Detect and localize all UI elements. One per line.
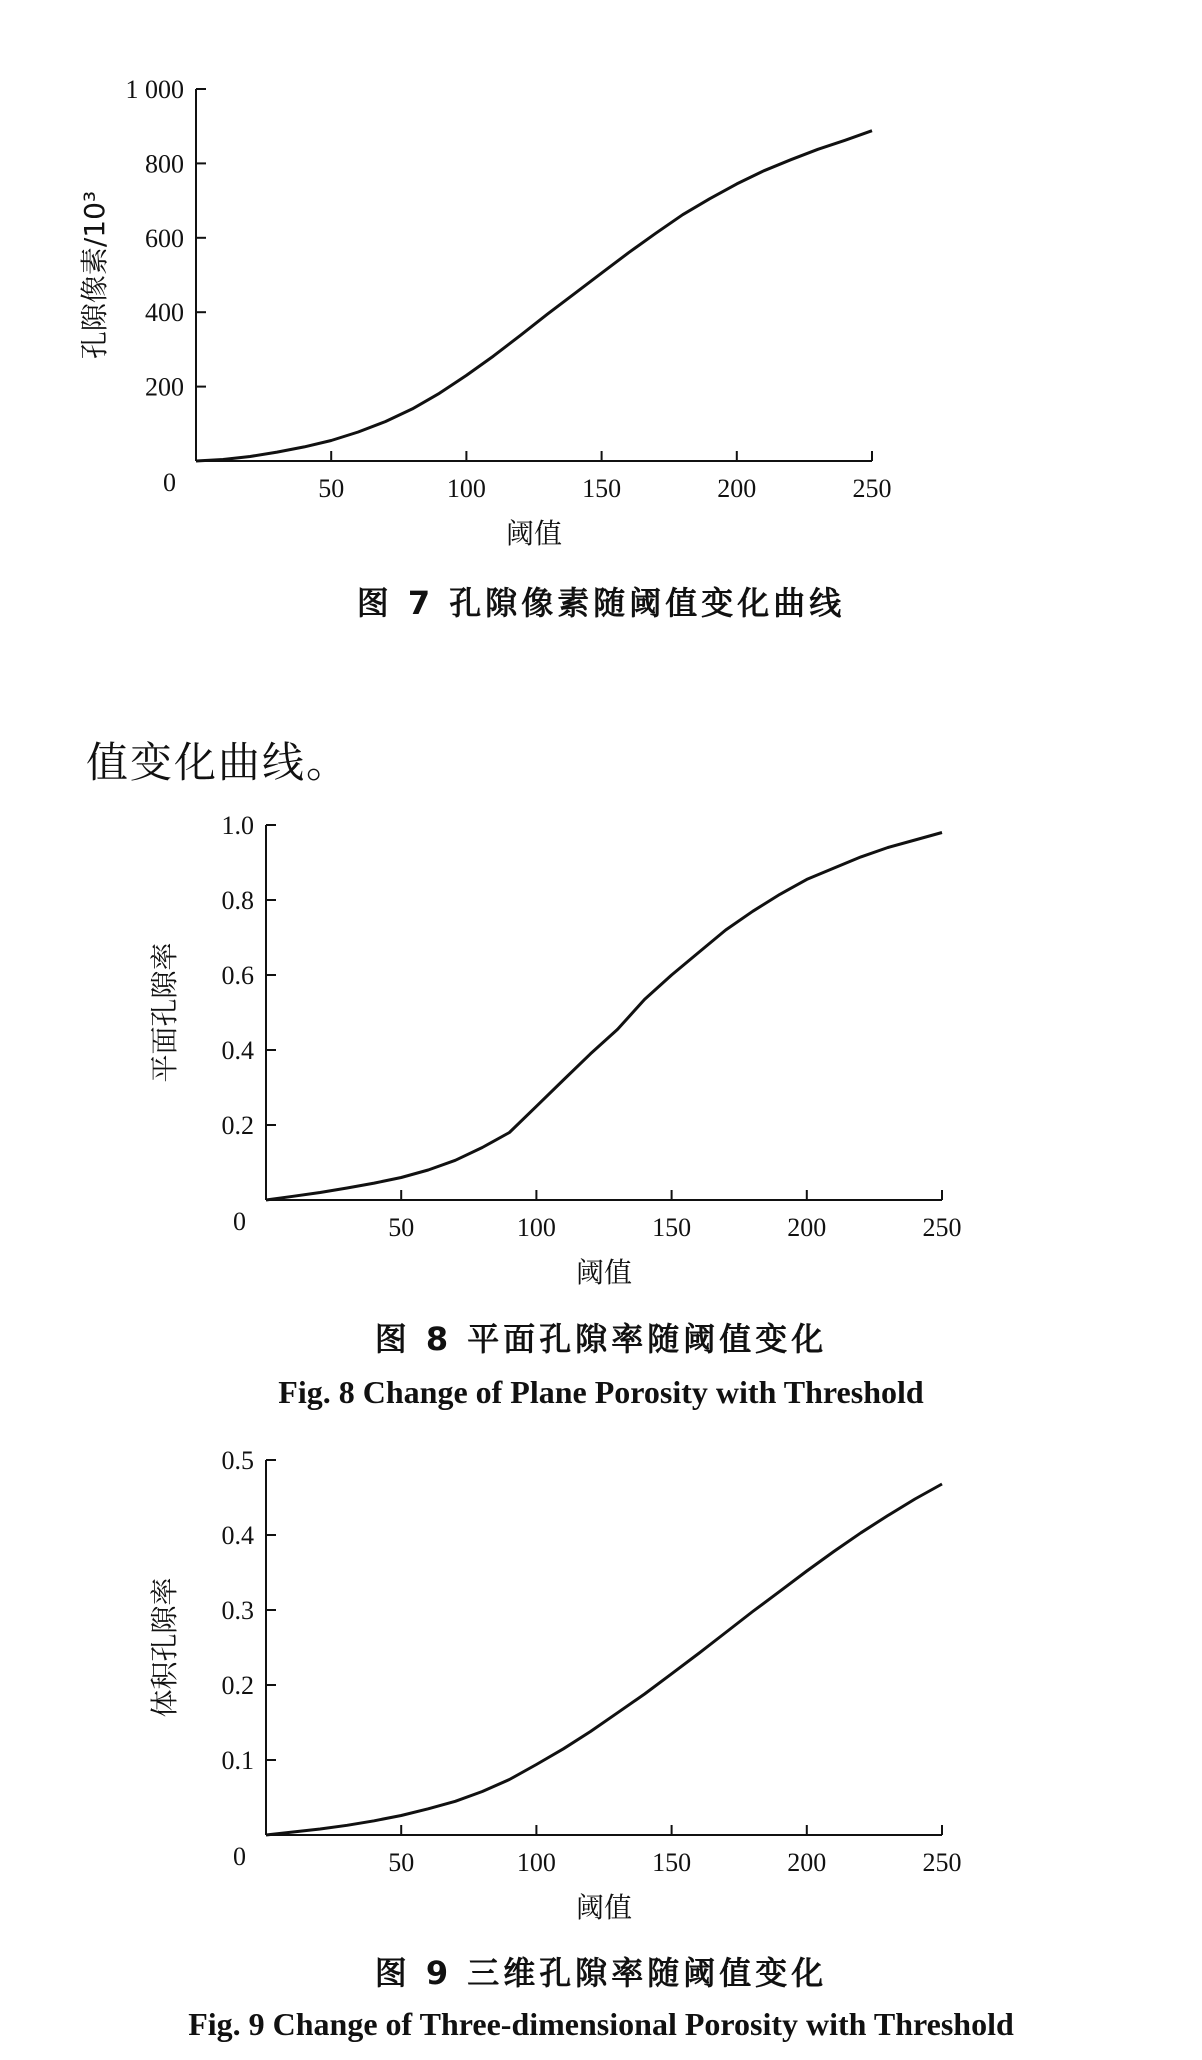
fig7-y-axis-label: 孔隙像素/10³ xyxy=(78,190,111,360)
fig8-x-tick-label: 250 xyxy=(922,1213,962,1242)
fig8-y-tick-label: 0.8 xyxy=(221,886,254,915)
fig9-caption-cn: 图 9 三维孔隙率随阈值变化 xyxy=(374,1954,828,1992)
fig8-caption-cn: 图 8 平面孔隙率随阈值变化 xyxy=(374,1320,828,1358)
fig9-y-tick-label: 0.4 xyxy=(221,1521,254,1550)
fig9-x-tick-label: 250 xyxy=(922,1848,962,1877)
fig8-x-axis-label: 阈值 xyxy=(575,1256,633,1289)
fig7-y-tick-label: 400 xyxy=(145,298,184,328)
body-text-line: 值变化曲线。 xyxy=(86,738,351,787)
fig8-y-axis-label: 平面孔隙率 xyxy=(148,942,181,1083)
fig7-x-tick-label: 150 xyxy=(582,474,622,503)
fig8-x-tick-label: 100 xyxy=(516,1213,556,1242)
fig9-y-tick-label: 0.3 xyxy=(221,1596,254,1625)
fig9-y-tick-label: 0.2 xyxy=(221,1671,254,1700)
fig7-origin-label: 0 xyxy=(163,468,176,497)
fig9-y-tick-label: 0.1 xyxy=(221,1746,254,1775)
fig9-x-axis-label: 阈值 xyxy=(575,1891,633,1924)
fig8-y-tick-label: 0.6 xyxy=(221,961,254,990)
fig9-x-tick-label: 100 xyxy=(516,1848,556,1877)
fig7-x-tick-label: 250 xyxy=(852,474,892,503)
fig8-y-tick-label: 0.2 xyxy=(221,1111,254,1140)
fig8-x-tick-label: 50 xyxy=(388,1213,415,1242)
fig9-origin-label: 0 xyxy=(233,1842,246,1871)
fig8-x-tick-label: 150 xyxy=(652,1213,692,1242)
fig7-y-tick-label: 800 xyxy=(145,149,184,179)
fig9-y-axis-label: 体积孔隙率 xyxy=(148,1577,181,1718)
fig7-x-tick-label: 200 xyxy=(717,474,757,503)
fig8-series-line xyxy=(266,833,942,1201)
fig8-y-tick-label: 0.4 xyxy=(221,1036,254,1065)
fig8-origin-label: 0 xyxy=(233,1207,246,1236)
fig7-x-tick-label: 50 xyxy=(318,474,345,503)
fig8-y-tick-label: 1.0 xyxy=(221,811,254,840)
fig9-x-tick-label: 200 xyxy=(787,1848,827,1877)
fig7-y-tick-label: 1 000 xyxy=(125,75,184,104)
fig8-caption-en: Fig. 8 Change of Plane Porosity with Threshold xyxy=(278,1374,924,1410)
fig9-series-line xyxy=(266,1484,942,1835)
fig9-caption-en: Fig. 9 Change of Three-dimensional Porosity with Threshold xyxy=(188,2006,1014,2042)
fig7-y-tick-label: 200 xyxy=(145,372,184,402)
fig7-caption-cn: 图 7 孔隙像素随阈值变化曲线 xyxy=(356,584,846,622)
fig9-x-tick-label: 50 xyxy=(388,1848,415,1877)
fig7-x-tick-label: 100 xyxy=(446,474,486,503)
fig7-y-tick-label: 600 xyxy=(145,223,184,253)
fig9-x-tick-label: 150 xyxy=(652,1848,692,1877)
fig9-y-tick-label: 0.5 xyxy=(221,1446,254,1475)
fig8-x-tick-label: 200 xyxy=(787,1213,827,1242)
fig7-x-axis-label: 阈值 xyxy=(505,517,563,550)
fig7-series-line xyxy=(196,131,872,461)
